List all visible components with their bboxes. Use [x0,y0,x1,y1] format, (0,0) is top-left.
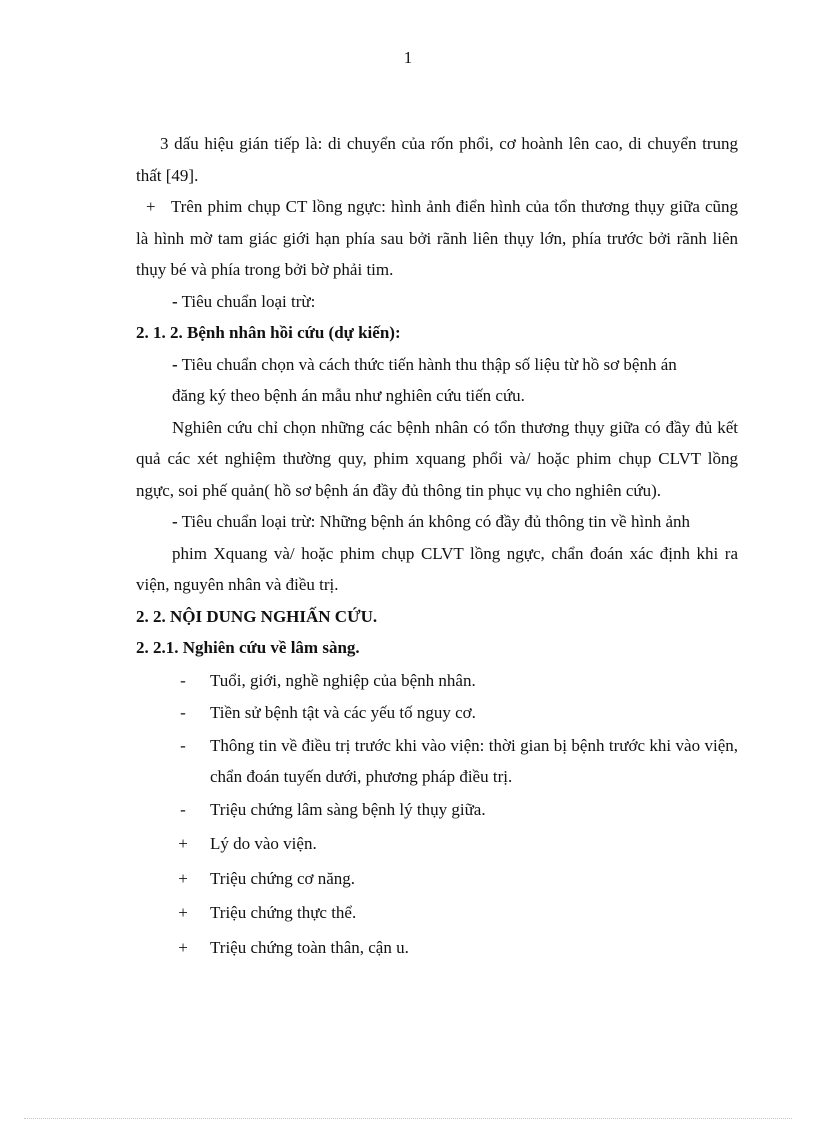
dash-marker: - [172,512,178,531]
list-item [136,794,738,826]
plus-marker: + [146,197,156,216]
page-bottom-divider [24,1118,792,1119]
list-item [136,863,738,895]
list-item [136,897,738,929]
exclusion-records-text: Tiêu chuẩn loại trừ: Những bệnh án không có đầy đủ thông tin về hình ảnh [181,512,690,531]
list-marker: - [180,703,186,722]
list-item-text: Triệu chứng toàn thân, cận u. [210,937,409,957]
exclusion-records-line2: phim Xquang và/ hoặc phim chụp CLVT lồng ngực, chẩn đoán xác định khi ra viện, nguyên nhân và điều trị. [136,543,738,594]
list-item [136,730,738,793]
list-marker: + [178,937,188,957]
list-marker: + [178,903,188,922]
list-item-text: Triệu chứng lâm sàng bệnh lý thụy giữa. [210,799,486,819]
list-item [136,828,738,860]
paragraph-indirect-signs: 3 dấu hiệu gián tiếp là: di chuyển của rốn phổi, cơ hoành lên cao, di chuyển trung thất [49]. [136,134,738,185]
list-item-text: Tuổi, giới, nghề nghiệp của bệnh nhân. [210,670,476,690]
exclusion-records-line1 [136,506,738,538]
paragraph-study-selection: Nghiên cứu chỉ chọn những các bệnh nhân có tổn thương thụy giữa có đầy đủ kết quả các xét nghiệm thường quy, phim xquang phổi và/ hoặc phim chụp CLVT lồng ngực, soi phế quản( hồ sơ bệnh án đầy đủ thông tin phục vụ cho nghiên cứu). [136,417,738,500]
dash-marker: - [172,291,178,311]
paragraph-ct-findings [136,191,738,286]
list-item [136,932,738,964]
selection-criteria-text: Tiêu chuẩn chọn và cách thức tiến hành thu thập số liệu từ hồ sơ bệnh án [181,354,677,374]
clinical-list [136,665,738,964]
list-marker: + [178,834,188,853]
exclusion-criteria-heading [136,286,738,318]
list-item-text: Tiền sử bệnh tật và các yếu tố nguy cơ. [210,703,476,722]
list-marker: - [180,670,186,690]
list-item-text: Lý do vào viện. [210,834,317,853]
list-marker: - [180,799,186,819]
page-number: 1 [403,48,413,67]
list-item [136,665,738,697]
list-marker: + [178,868,188,888]
paragraph-ct-findings-text: Trên phim chụp CT lồng ngực: hình ảnh điển hình của tổn thương thụy giữa cũng là hình mờ tam giác giới hạn phía sau bởi rãnh liên thụy lớn, phía trước bởi rãnh liên thụy bé và phía trong bởi bờ phải tim. [136,197,739,279]
section-heading-clinical: 2. 2.1. Nghiên cứu về lâm sàng. [136,638,360,657]
list-item-text: Thông tin về điều trị trước khi vào viện: thời gian bị bệnh trước khi vào viện, chẩn đoán tuyến dưới, phương pháp điều trị. [210,735,738,786]
list-marker: - [180,735,186,755]
exclusion-criteria-text: Tiêu chuẩn loại trừ: [181,291,316,311]
list-item-text: Triệu chứng thực thể. [210,903,357,922]
section-heading-retrospective: 2. 1. 2. Bệnh nhân hồi cứu (dự kiến): [136,323,401,342]
dash-marker: - [172,354,178,374]
list-item-text: Triệu chứng cơ năng. [210,868,356,888]
list-item [136,697,738,729]
document-body [136,128,738,963]
selection-criteria-line2: đăng ký theo bệnh án mẫu như nghiên cứu tiến cứu. [172,386,525,405]
section-heading-content: 2. 2. NỘI DUNG NGHIẤN CỨU. [136,606,378,626]
selection-criteria-line1 [136,349,738,381]
